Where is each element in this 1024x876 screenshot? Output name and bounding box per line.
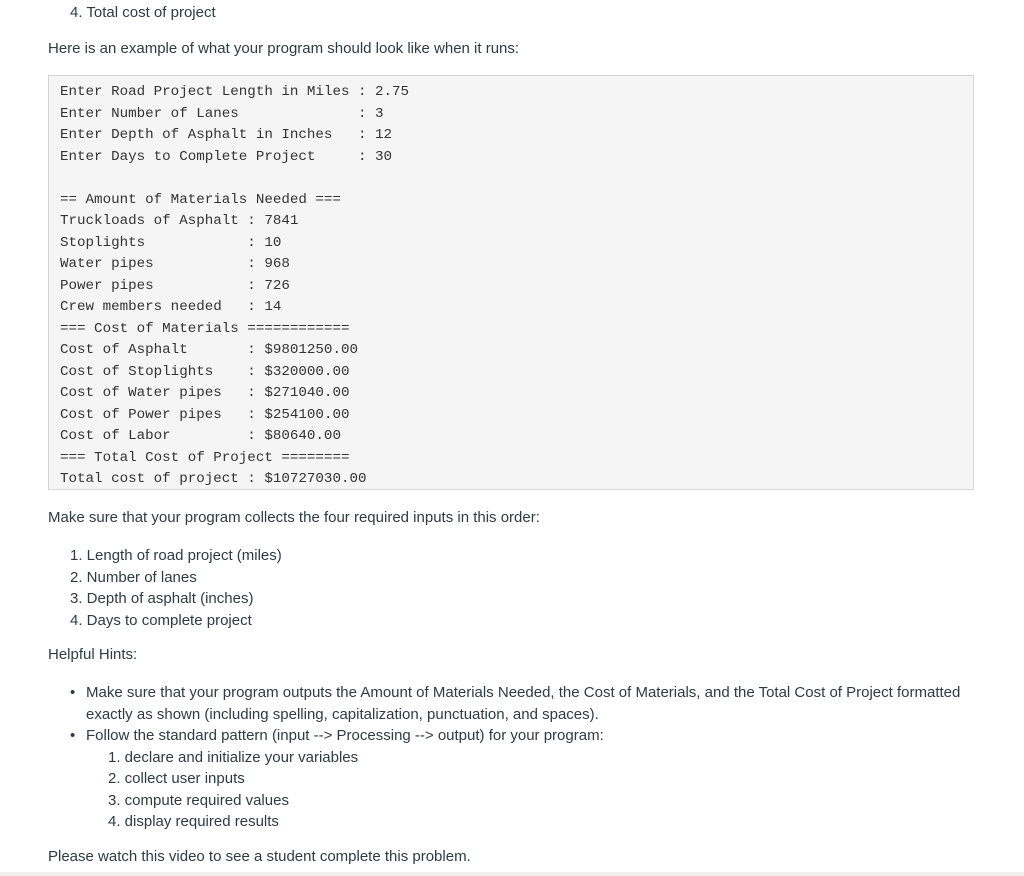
sample-output-code-block (48, 75, 974, 490)
list-item: 3. compute required values (108, 791, 289, 809)
video-link-text: Please watch this video to see a student complete this problem. (48, 848, 471, 865)
bullet-icon: • (70, 684, 76, 701)
list-item: 3. Depth of asphalt (inches) (70, 590, 254, 607)
hint-text: Follow the standard pattern (input --> Processing --> output) for your program: (86, 727, 604, 744)
bottom-divider (0, 872, 1024, 876)
hint-item (70, 682, 970, 725)
inputs-instruction: Make sure that your program collects the four required inputs in this order: (48, 509, 540, 526)
hint-text: Make sure that your program outputs the Amount of Materials Needed, the Cost of Materials, and the Total Cost of Project formatted exactly as shown (including spelling, capitalization, punctuation, and spaces). (86, 684, 961, 723)
list-item: 2. collect user inputs (108, 770, 245, 787)
list-item-total-cost: 4. Total cost of project (70, 4, 216, 21)
pattern-steps-list (108, 747, 970, 833)
sample-output-text: Enter Road Project Length in Miles : 2.75 Enter Number of Lanes : 3 Enter Depth of Asphalt in Inches : 12 Enter Days to Complete Project : 30 == Amount of Materials Needed === Truckloads of Asphalt : 7841 Stoplights : 10 Water pipes : 968 Power pipes : 726 Crew members needed : 14 === Cost of Materials ============ Cost of Asphalt : $9801250.00 Cost of Stoplights : $320000.00 Cost of Water pipes : $271040.00 Cost of Power pipes : $254100.00 Cost of Labor : $80640.00 === Total Cost of Project ======== Total cost of project : $10727030.00 (60, 84, 410, 487)
list-item: 4. Days to complete project (70, 611, 252, 629)
list-item: 1. Length of road project (miles) (70, 547, 282, 564)
list-item: 2. Number of lanes (70, 568, 197, 586)
list-item: 1. declare and initialize your variables (108, 748, 359, 766)
intro-paragraph: Here is an example of what your program should look like when it runs: (48, 40, 520, 57)
hint-item (70, 725, 970, 833)
hints-heading: Helpful Hints: (48, 646, 138, 663)
bullet-icon: • (70, 727, 76, 744)
hints-list (70, 682, 970, 833)
required-inputs-list (70, 545, 282, 631)
list-item: 4. display required results (108, 813, 279, 830)
